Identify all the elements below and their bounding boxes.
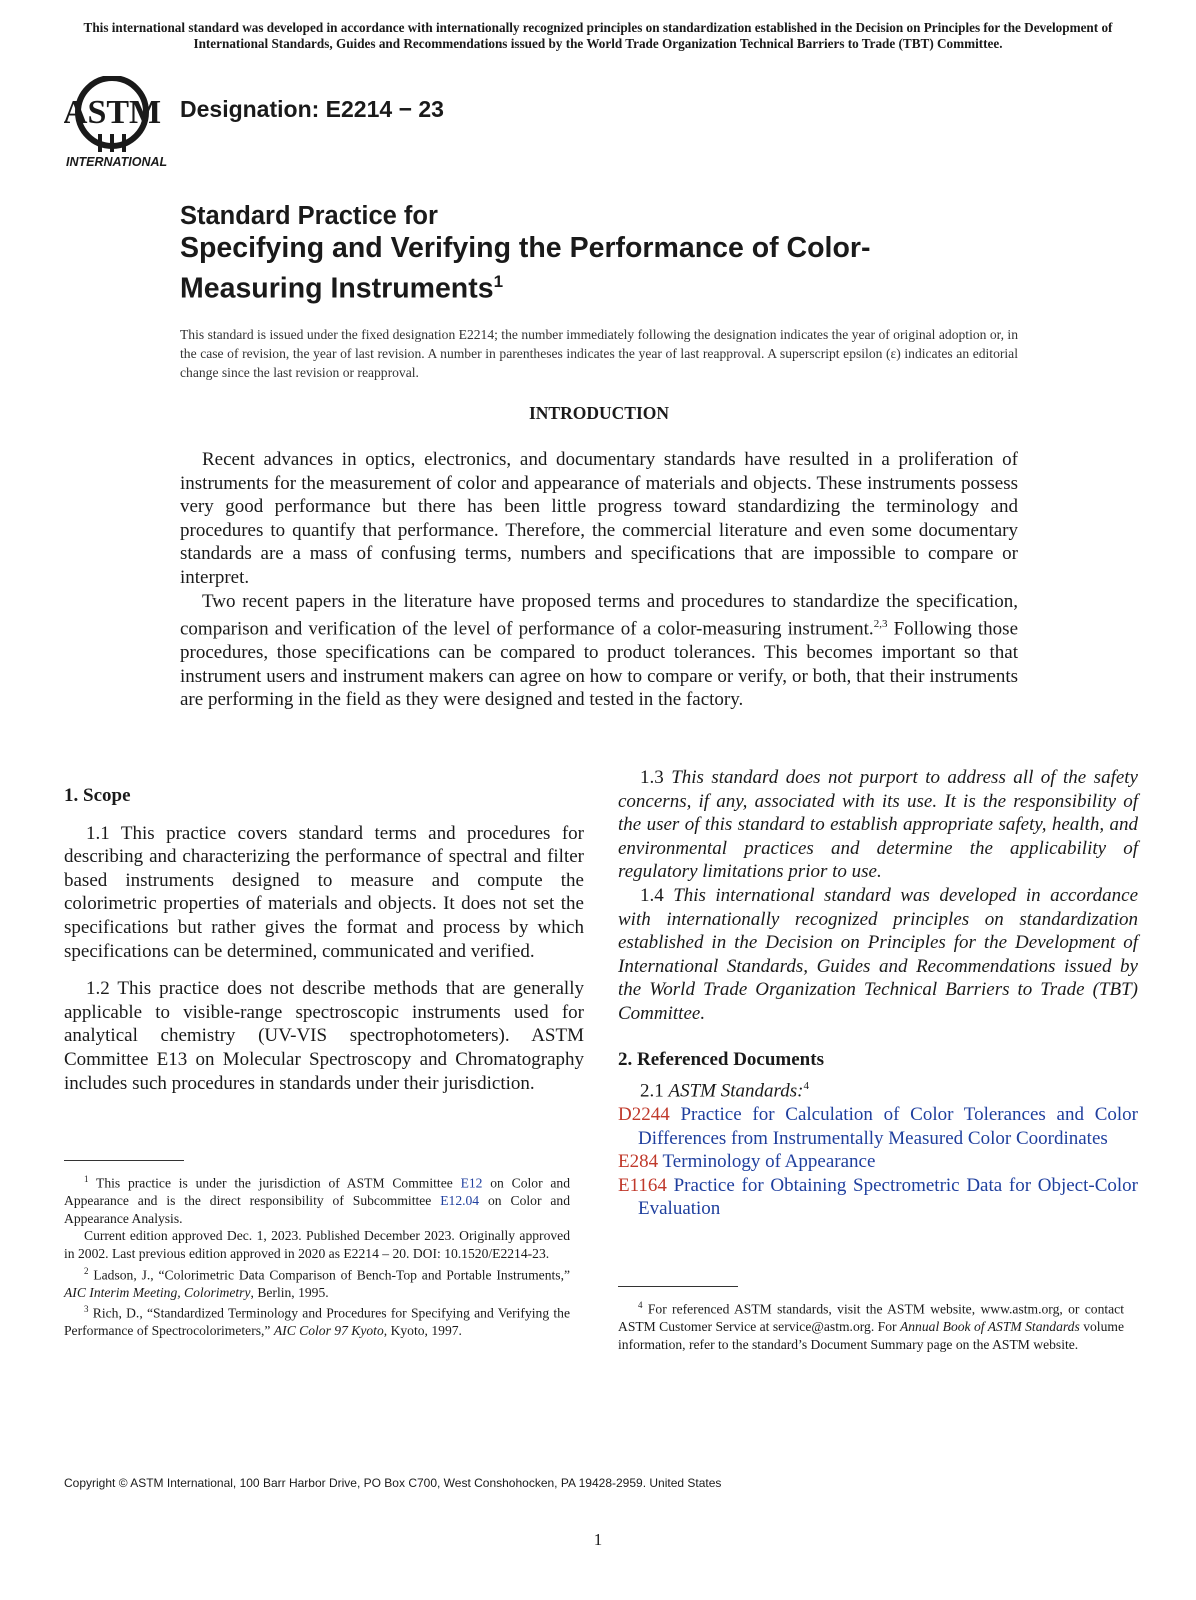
fn4-b: volume information, refer to the standard’s Document Summary page on the ASTM website. [618,1319,1124,1352]
astm-logo [64,76,168,168]
logo-text: ASTM [64,94,162,131]
footnote-1 [64,1171,570,1227]
scope-1-3-text: This standard does not purport to address all of the safety concerns, if any, associated with its use. It is the responsibility of the user of this standard to establish appropriate safety, health, and environmental practices and determine the applicability of regulatory limitations prior to use. [618,767,1138,883]
footnote-3 [64,1301,570,1340]
designation: Designation: E2214 − 23 [180,96,444,122]
intro-paragraph-1: Recent advances in optics, electronics, and documentary standards have resulted in a proliferation of instruments for the measurement of color and appearance of materials and objects. These instruments possess very good performance but there has been little progress toward standardizing the terminology and procedures to quantify that performance. Therefore, the commercial literature and even some documentary standards are a mass of confusing terms, numbers and specifications that are impossible to compare or interpret. [180,449,1018,588]
fn3-b: , Kyoto, 1997. [383,1323,462,1339]
fn1-mark: 1 [84,1174,89,1184]
ref-sub-label: ASTM Standards: [668,1080,804,1102]
fn2-b: , Berlin, 1995. [250,1284,329,1300]
issued-note: This standard is issued under the fixed designation E2214; the number immediately following the designation indicates the year of original adoption or, in the case of revision, the year of last revision. A number in parentheses indicates the year of last reapproval. A superscript epsilon (ε) indicates an editorial change since the last revision or reapproval. [180,327,1018,380]
footnote-edition: Current edition approved Dec. 1, 2023. Published December 2023. Originally approved in 2002. Last previous edition approved in 2020 as E2214 – 20. DOI: 10.1520/E2214-23. [64,1228,570,1261]
scope-1-4-text: This international standard was developed in accordance with internationally recognized principles on standardization established in the Decision on Principles for the Development of International Standards, Guides and Recommendations issued by the World Trade Organization Technical Barriers to Trade (TBT) Committee. [618,884,1138,1024]
fn4-italic: Annual Book of ASTM Standards [899,1319,1080,1335]
astm-standards-subheading [618,1075,1138,1103]
title-line-1: Standard Practice for [180,202,438,230]
page-number: 1 [593,1530,603,1549]
title-line-2 [180,232,940,306]
referenced-list [618,1103,1138,1221]
intro-p2-part-a: Two recent papers in the literature have proposed terms and procedures to standardize the specification, comparison and verification of the level of performance of a color-measuring instrument. [180,590,1018,640]
footnote-rule-left [64,1160,184,1161]
ref-sub-num: 2.1 [640,1080,664,1102]
footnote-2 [64,1263,570,1302]
fn1-link-e12[interactable]: E12 [460,1175,483,1191]
ref-code-e1164[interactable]: E1164 [618,1174,667,1196]
logo-subtext: INTERNATIONAL [66,155,168,168]
fn1-b: on Color and Appearance and is the direct responsibility of Subcommittee [64,1175,570,1209]
referenced-heading: 2. Referenced Documents [618,1048,824,1070]
fn2-mark: 2 [84,1265,89,1276]
intro-p2-part-b: Following those procedures, those specifications can be compared to product tolerances. This becomes important so that instrument users and instrument makers can agree on how to compare or verify, or both, that their instruments are performing in the field as they were designed and tested in the factory. [180,618,1019,711]
fn1-c: on Color and Appearance Analysis. [64,1193,570,1226]
ref-title-e1164[interactable]: Practice for Obtaining Spectrometric Data for Object-Color Evaluation [638,1174,1138,1220]
scope-1-4-num: 1.4 [640,884,664,906]
scope-1-1: 1.1 This practice covers standard terms and procedures for describing and characterizing the performance of spectral and filter based instruments designed to measure and compute the colorimetric properties of materials and objects. It does not set the specifications but rather gives the format and process by which specifications can be determined, communicated and verified. [64,822,584,962]
introduction-heading: INTRODUCTION [528,403,670,423]
fn4-mark: 4 [638,1300,643,1310]
fn2-a: Ladson, J., “Colorimetric Data Comparison of Bench-Top and Portable Instruments,” [88,1267,570,1283]
scope-1-2: 1.2 This practice does not describe methods that are generally applicable to visible-range spectroscopic instruments used for analytical chemistry (UV-VIS spectrophotometers). ASTM Committee E13 on Molecular Spectroscopy and Chromatography includes such procedures in standards under their jurisdiction. [64,978,584,1094]
scope-heading: 1. Scope [64,785,131,806]
footnote-block-left [64,1171,570,1340]
copyright: Copyright © ASTM International, 100 Barr Harbor Drive, PO Box C700, West Conshohocken, PA 19428-2959. United States [64,1476,722,1490]
ref-item[interactable] [618,1103,1138,1150]
footnote-4 [618,1297,1124,1353]
fn3-italic: AIC Color 97 Kyoto [273,1323,384,1339]
ref-code-d2244[interactable]: D2244 [618,1104,670,1126]
intro-p2-footnote: 2,3 [873,618,888,631]
ref-code-e284[interactable]: E284 [618,1151,659,1173]
right-column [618,766,1138,1221]
astm-logo-icon [64,76,168,168]
ref-title-d2244[interactable]: Practice for Calculation of Color Tolerances and Color Differences from Instrumentally Measured Color Coordinates [638,1104,1138,1149]
introduction-body [180,448,1018,712]
intro-paragraph-2 [180,590,1018,712]
ref-sub-footnote: 4 [803,1080,809,1093]
ref-title-e284[interactable]: Terminology of Appearance [662,1151,876,1173]
left-column [64,784,584,1095]
title-footnote-mark: 1 [493,272,504,291]
fn3-mark: 3 [84,1304,89,1315]
ref-item[interactable] [618,1174,1138,1221]
fn1-a: This practice is under the jurisdiction of ASTM Committee [88,1175,461,1191]
footnote-block-right [618,1297,1124,1353]
fn1-link-e1204[interactable]: E12.04 [440,1193,480,1209]
document-title [180,200,940,306]
footnote-rule-right [618,1286,738,1287]
scope-1-3 [618,766,1138,884]
fn3-a: Rich, D., “Standardized Terminology and Procedures for Specifying and Verifying the Performance of Spectrocolorimeters,” [64,1305,570,1339]
fn4-a: For referenced ASTM standards, visit the ASTM website, www.astm.org, or contact ASTM Customer Service at service@astm.org. For [618,1301,1124,1335]
footnotes-left [64,1160,570,1340]
fn2-italic: AIC Interim Meeting, Colorimetry [64,1284,251,1300]
scope-1-3-num: 1.3 [640,767,664,788]
footnotes-right [618,1286,1124,1353]
scope-1-4 [618,884,1138,1026]
ref-item[interactable] [618,1150,1138,1174]
title-main: Specifying and Verifying the Performance of Color-Measuring Instruments [180,232,871,305]
top-notice: This international standard was developed in accordance with internationally recognized principles on standardization established in the Decision on Principles for the Development of International Standards, Guides and Recommendations issued by the World Trade Organization Technical Barriers to Trade (TBT) Committee. [83,20,1113,51]
